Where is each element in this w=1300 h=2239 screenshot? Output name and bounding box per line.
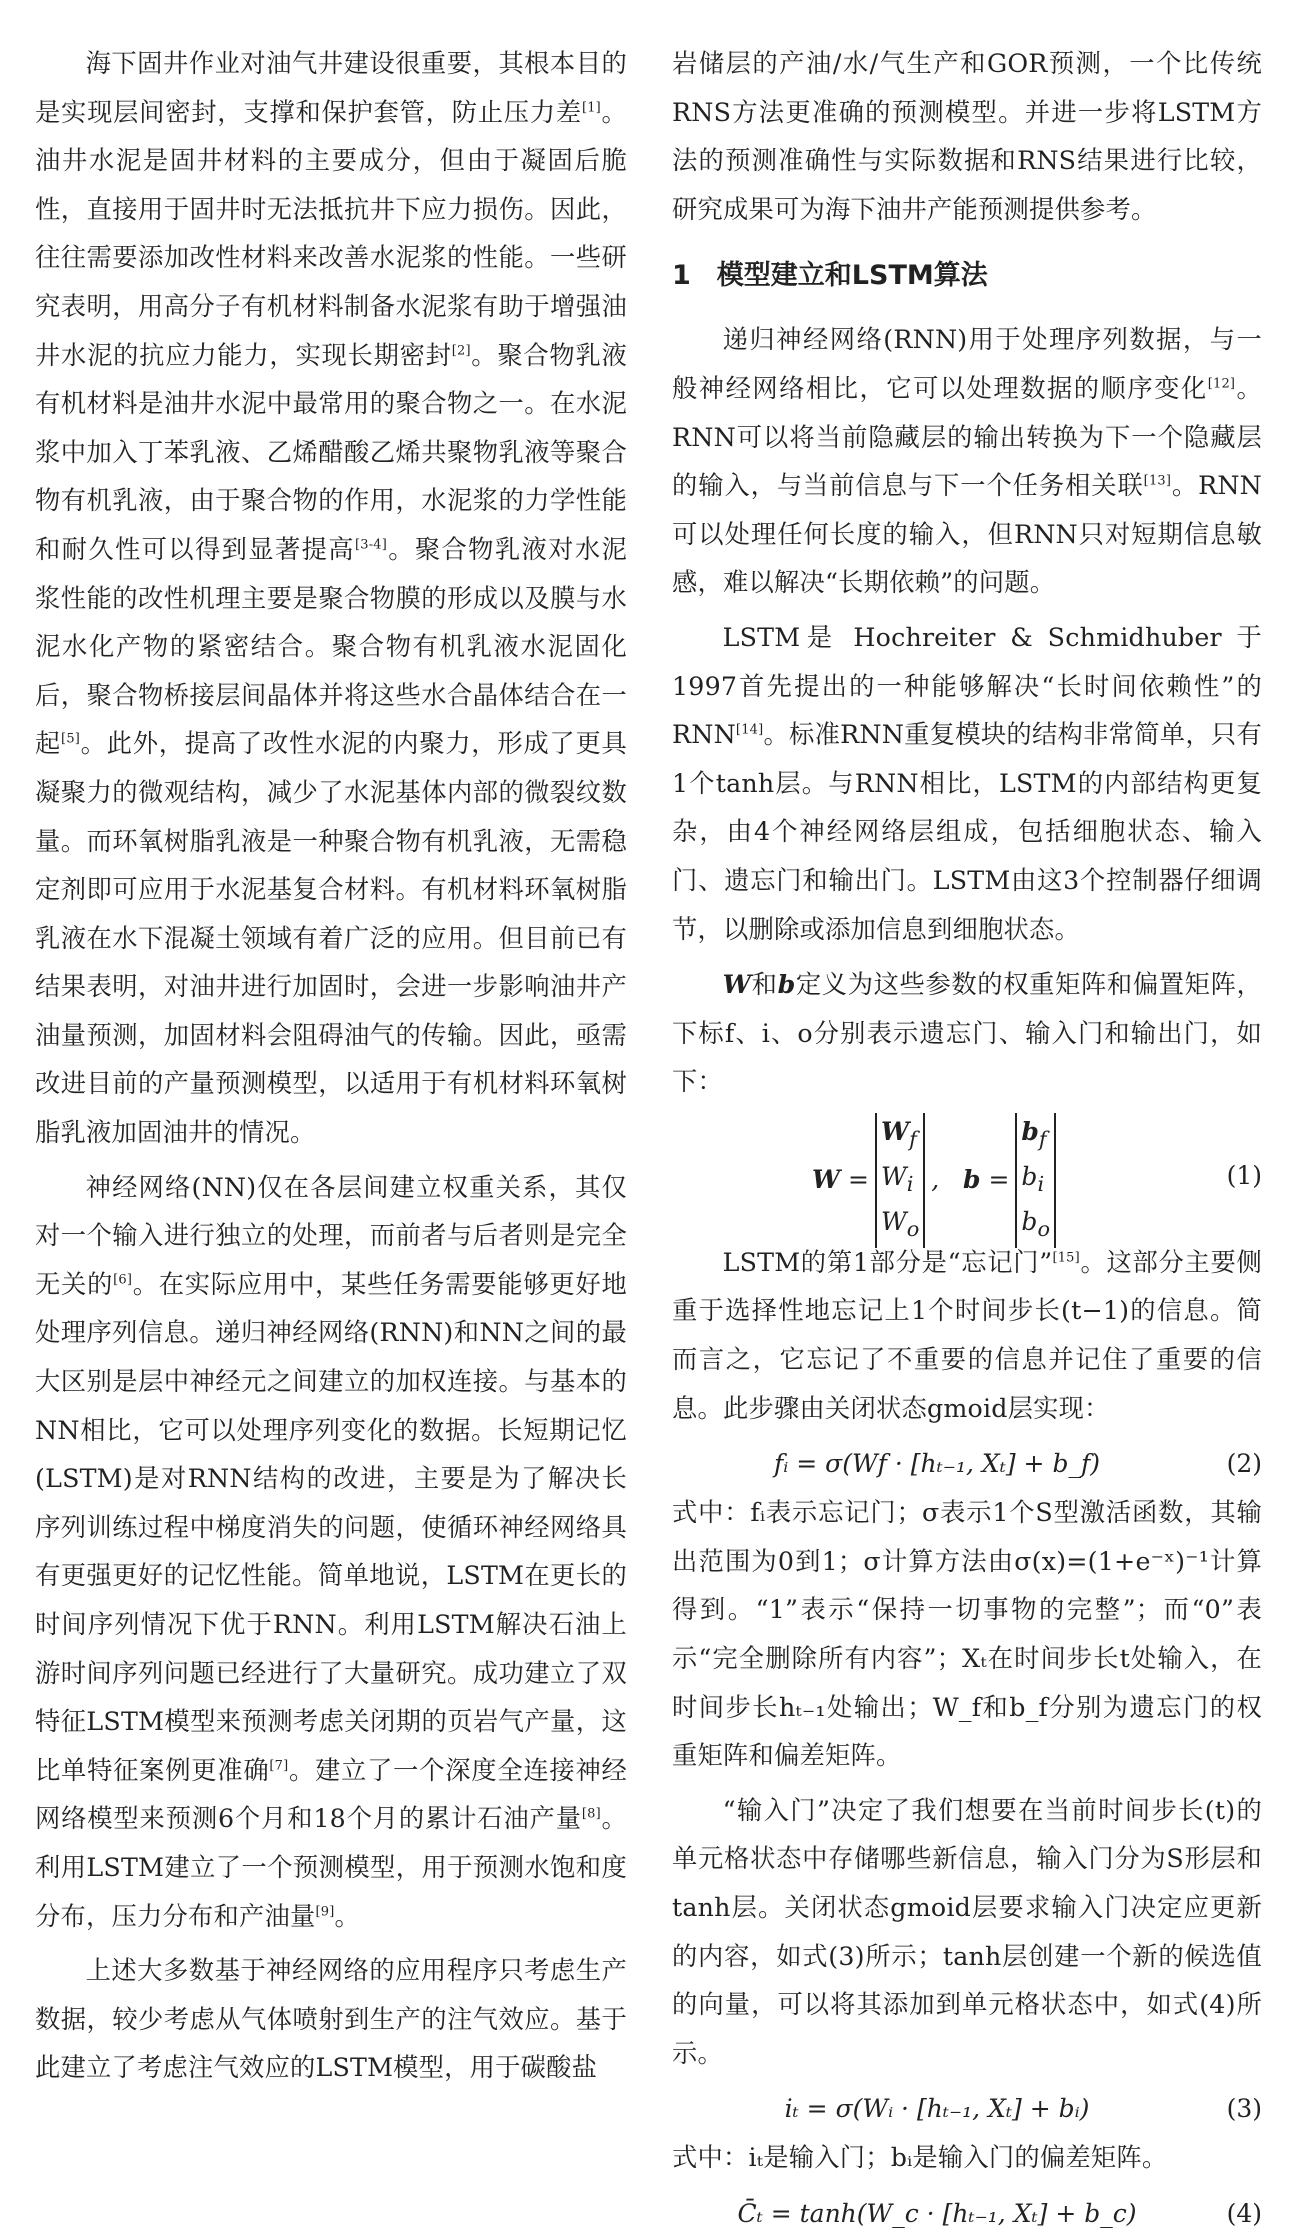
citation: [13] <box>1143 473 1172 489</box>
paragraph <box>35 1164 627 1942</box>
paragraph <box>672 316 1262 608</box>
section-heading <box>672 256 1262 296</box>
paragraph: 上述大多数基于神经网络的应用程序只考虑生产数据，较少考虑从气体喷射到生产的注气效应。基于此建立了考虑注气效应的LSTM模型，用于碳酸盐 <box>35 1956 627 2083</box>
equation-number: (3) <box>1226 2094 1262 2124</box>
text: 。RNN可以将当前隐藏层的输出转换为下一个隐藏层的输入，与当前信息与下一个任务相关联 <box>672 373 1262 501</box>
equation-3 <box>672 2084 1262 2134</box>
text: 。油井水泥是固井材料的主要成分，但由于凝固后脆性，直接用于固井时无法抵抗井下应力损伤。因此，往往需要添加改性材料来改善水泥浆的性能。一些研究表明，用高分子有机材料制备水泥浆有助于增强油井水泥的抗应力能力，实现长期密封 <box>35 97 627 370</box>
paragraph <box>35 40 627 1158</box>
text: 。在实际应用中，某些任务需要能够更好地处理序列信息。递归神经网络(RNN)和NN之间的最大区别是层中神经元之间建立的加权连接。与基本的NN相比，它可以处理序列变化的数据。长短期记忆(LSTM)是对RNN结构的改进，主要是为了解决长序列训练过程中梯度消失的问题，使循环神经网络具有更强更好的记忆性能。简单地说，LSTM在更长的时间序列情况下优于RNN。利用LSTM解决石油上游时间序列问题已经进行了大量研究。成功建立了双特征LSTM模型来预测考虑关闭期的页岩气产量，这比单特征案例更准确 <box>35 1269 627 1785</box>
text: 。利用LSTM建立了一个预测模型，用于预测水饱和度分布，压力分布和产油量 <box>35 1804 627 1931</box>
paragraph: 岩储层的产油/水/气生产和GOR预测，一个比传统RNS方法更准确的预测模型。并进一步将LSTM方法的预测准确性与实际数据和RNS结果进行比较，研究成果可为海下油井产能预测提供参考。 <box>672 49 1262 224</box>
citation: [7] <box>269 1758 289 1774</box>
text: 。聚合物乳液对水泥浆性能的改性机理主要是聚合物膜的形成以及膜与水泥水化产物的紧密结合。聚合物有机乳液水泥固化后，聚合物桥接层间晶体并将这些水合晶体结合在一起 <box>35 534 627 759</box>
section-number: 1 <box>672 260 691 292</box>
equation-number: (1) <box>1226 1160 1262 1190</box>
text: 。RNN可以处理任何长度的输入，但RNN只对短期信息敏感，难以解决“长期依赖”的问题。 <box>672 471 1262 598</box>
right-column <box>672 40 1262 2239</box>
equation-expression: fᵢ = σ(Wf · [hₜ₋₁, Xₜ] + b_f) <box>774 1449 1100 1479</box>
text: 海下固井作业对油气井建设很重要，其根本目的是实现层间密封，支撑和保护套管，防止压力差 <box>35 49 627 127</box>
citation: [2] <box>451 343 471 359</box>
paragraph <box>672 614 1262 954</box>
citation: [6] <box>113 1272 133 1288</box>
paragraph: 式中：iₜ是输入门；bᵢ是输入门的偏差矩阵。 <box>672 2143 1168 2173</box>
left-column <box>35 40 627 2099</box>
equation-expression: W = $W_f$ $W_i$ $W_o$ , b = $b_f$ $b_i$ $b_o$ <box>672 1113 1202 1248</box>
citation: [1] <box>581 100 601 116</box>
text: 神经网络(NN)仅在各层间建立权重关系，其仅对一个输入进行独立的处理，而前者与后者则是完全无关的 <box>35 1172 627 1299</box>
paragraph <box>672 1239 1262 1433</box>
symbol-w: W <box>722 969 752 1000</box>
paragraph: 式中：fᵢ表示忘记门；σ表示1个S型激活函数，其输出范围为0到1；σ计算方法由σ(x)=(1+e⁻ˣ)⁻¹计算得到。“1”表示“保持一切事物的完整”；而“0”表示“完全删除所有内容”；Xₜ在时间步长t处输入，在时间步长hₜ₋₁处输出；W_f和b_f分别为遗忘门的权重矩阵和偏差矩阵。 <box>672 1498 1262 1771</box>
equation-4 <box>672 2189 1262 2239</box>
text: 递归神经网络(RNN)用于处理序列数据，与一般神经网络相比，它可以处理数据的顺序变化 <box>672 325 1262 403</box>
citation: [3-4] <box>354 537 388 553</box>
text: 。这部分主要侧重于选择性地忘记上1个时间步长(t−1)的信息。简而言之，它忘记了不重要的信息并记住了重要的信息。此步骤由关闭状态gmoid层实现： <box>672 1247 1262 1423</box>
text: LSTM是 Hochreiter & Schmidhuber 于1997首先提出的一种能够解决“长时间依赖性”的 RNN <box>672 622 1262 750</box>
equation-expression: iₜ = σ(Wᵢ · [hₜ₋₁, Xₜ] + bᵢ) <box>784 2094 1090 2124</box>
equation-expression: C̄ₜ = tanh(W_c · [hₜ₋₁, Xₜ] + b_c) <box>737 2198 1137 2228</box>
citation: [12] <box>1207 376 1236 392</box>
paragraph <box>672 960 1262 1107</box>
text: 。建立了一个深度全连接神经网络模型来预测6个月和18个月的累计石油产量 <box>35 1755 627 1834</box>
citation: [15] <box>1052 1250 1080 1266</box>
equation-number: (4) <box>1226 2198 1262 2228</box>
citation: [8] <box>581 1806 601 1822</box>
text: LSTM的第1部分是“忘记门” <box>722 1247 1053 1277</box>
equation-2 <box>672 1439 1262 1489</box>
citation: [14] <box>735 722 764 738</box>
text: 定义为这些参数的权重矩阵和偏置矩阵，下标f、i、o分别表示遗忘门、输入门和输出门，如下： <box>672 970 1262 1097</box>
section-title: 模型建立和LSTM算法 <box>716 260 988 292</box>
symbol-b: b <box>777 969 796 1000</box>
text: 。标准RNN重复模块的结构非常简单，只有1个tanh层。与RNN相比，LSTM的内部结构更复杂，由4个神经网络层组成，包括细胞状态、输入门、遗忘门和输出门。LSTM由这3个控制器仔细调节，以删除或添加信息到细胞状态。 <box>672 720 1262 944</box>
text: 和 <box>751 970 778 1000</box>
citation: [9] <box>315 1904 335 1920</box>
text: 。 <box>334 1901 360 1931</box>
equation-number: (2) <box>1226 1449 1262 1479</box>
text: 。聚合物乳液有机材料是油井水泥中最常用的聚合物之一。在水泥浆中加入丁苯乳液、乙烯醋酸乙烯共聚物乳液等聚合物有机乳液，由于聚合物的作用，水泥浆的力学性能和耐久性可以得到显著提高 <box>35 340 628 564</box>
equation-1 <box>672 1113 1262 1239</box>
citation: [5] <box>61 731 81 747</box>
text: 。此外，提高了改性水泥的内聚力，形成了更具凝聚力的微观结构，减少了水泥基体内部的微裂纹数量。而环氧树脂乳液是一种聚合物有机乳液，无需稳定剂即可应用于水泥基复合材料。有机材料环氧树脂乳液在水下混凝土领域有着广泛的应用。但目前已有结果表明，对油井进行加固时，会进一步影响油井产油量预测，加固材料会阻碍油气的传输。因此，亟需改进目前的产量预测模型，以适用于有机材料环氧树脂乳液加固油井的情况。 <box>35 729 627 1148</box>
paragraph: “输入门”决定了我们想要在当前时间步长(t)的单元格状态中存储哪些新信息，输入门分为S形层和tanh层。关闭状态gmoid层要求输入门决定应更新的内容，如式(3)所示；tanh层创建一个新的候选值的向量，可以将其添加到单元格状态中，如式(4)所示。 <box>672 1795 1262 2068</box>
